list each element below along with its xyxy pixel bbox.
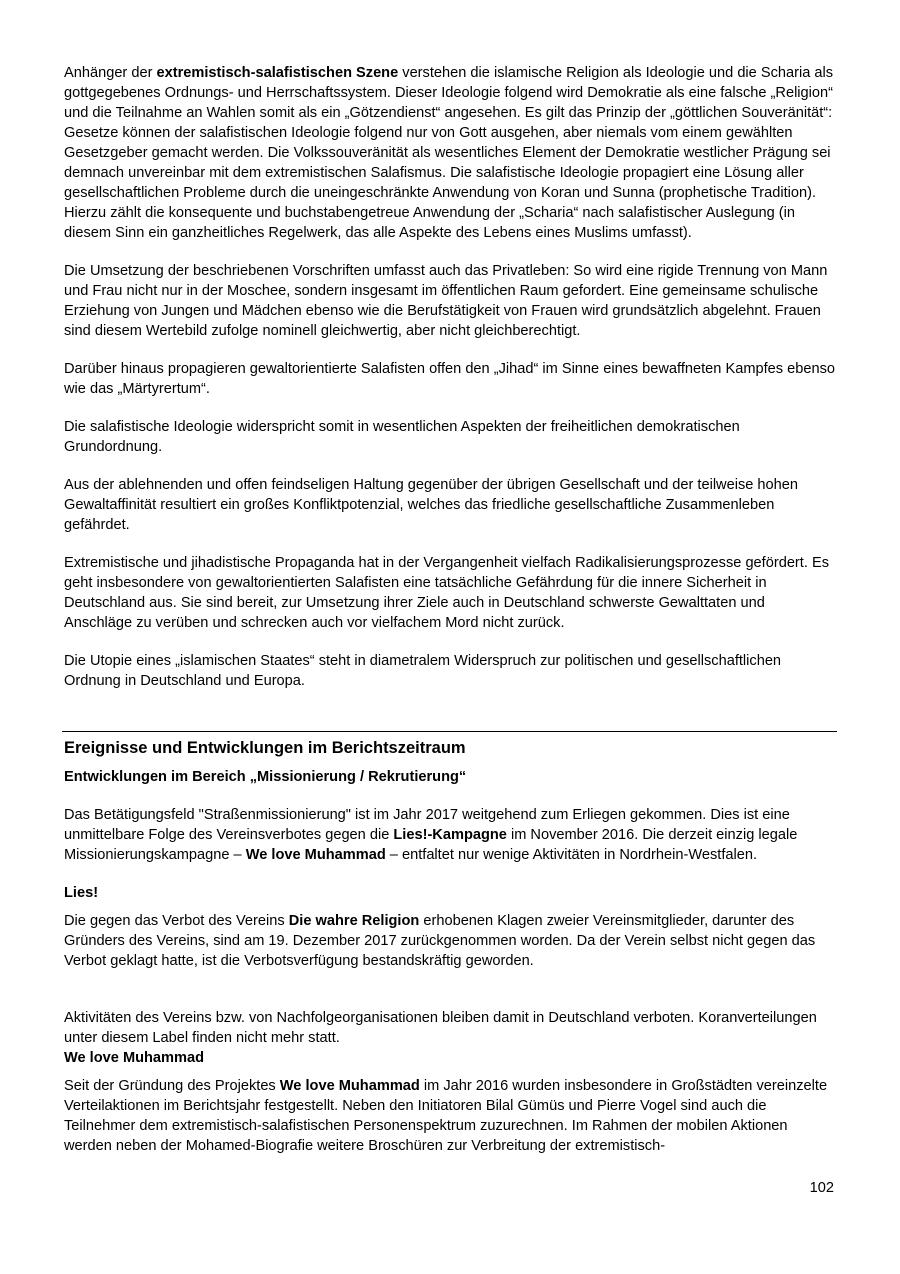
paragraph: Darüber hinaus propagieren gewaltorientierte Salafisten offen den „Jihad“ im Sinne eines bewaffneten Kampfes ebenso wie das „Märtyrertum“.	[64, 361, 835, 397]
section-divider	[62, 731, 837, 732]
emphasis-text: We love Muhammad	[279, 1078, 420, 1094]
subsection-heading-wlm: We love Muhammad	[64, 1050, 205, 1066]
subsection-heading-lies: Lies!	[64, 885, 99, 901]
paragraph: Die gegen das Verbot des Vereins Die wahre Religion erhobenen Klagen zweier Vereinsmitglieder, darunter des Gründers des Vereins, sind am 19. Dezember 2017 zurückgenommen worden. Da der Verein selbst nicht gegen das Verbot geklagt hatte, ist die Verbotsverfügung bestandskräftig geworden.	[64, 913, 816, 969]
emphasis-text: Die wahre Religion	[288, 913, 420, 929]
paragraph: Extremistische und jihadistische Propaganda hat in der Vergangenheit vielfach Radikalisierungsprozesse gefördert. Es geht insbesondere von gewaltorientierten Salafisten eine tatsächliche Gefährdung für die innere Sicherheit in Deutschland aus. Sie sind bereit, zur Umsetzung ihrer Ziele auch in Deutschland schwerste Gewalttaten und Anschläge zu verüben und schrecken auch vor vielfachem Mord nicht zurück.	[64, 555, 829, 631]
subsection-heading: Entwicklungen im Bereich „Missionierung / Rekrutierung“	[64, 769, 467, 785]
paragraph: Die salafistische Ideologie widerspricht somit in wesentlichen Aspekten der freiheitlichen demokratischen Grundordnung.	[64, 419, 740, 455]
intro-text	[64, 63, 836, 691]
paragraph: Anhänger der extremistisch-salafistischen Szene verstehen die islamische Religion als Ideologie und die Scharia als gottgegebenes Ordnungs- und Herrschaftssystem. Dieser Ideologie folgend wird Demokratie als eine falsche „Religion“ und die Teilnahme an Wahlen somit als ein „Götzendienst“ angesehen. Es gilt das Prinzip der „göttlichen Souveränität“: Gesetze können der salafistischen Ideologie folgend nur von Gott ausgehen, aber niemals vom einem gewählten Gesetzgeber gemacht werden. Die Volkssouveränität als wesentliches Element der Demokratie westlicher Prägung sei demnach unvereinbar mit dem extremistischen Salafismus. Die salafistische Ideologie propagiert eine Lösung aller gesellschaftlichen Probleme durch die uneingeschränkte Anwendung von Koran und Sunna (prophetische Tradition). Hierzu zählt die konsequente und buchstabengetreue Anwendung der „Scharia“ nach salafistischer Auslegung (in diesem Sinn ein ganzheitliches Regelwerk, das alle Aspekte des Lebens eines Muslims umfasst).	[64, 65, 834, 241]
paragraph: Seit der Gründung des Projektes We love Muhammad im Jahr 2016 wurden insbesondere in Großstädten vereinzelte Verteilaktionen im Berichtsjahr festgestellt. Neben den Initiatoren Bilal Gümüs und Pierre Vogel sind auch die Teilnehmer dem extremistisch-salafistischen Personenspektrum zuzurechnen. Im Rahmen der mobilen Aktionen werden neben der Mohamed-Biografie weitere Broschüren zur Verbreitung der extremistisch-	[64, 1078, 828, 1154]
emphasis-text: Lies!-Kampagne	[393, 827, 507, 843]
page-number: 102	[809, 1180, 834, 1196]
paragraph: Aktivitäten des Vereins bzw. von Nachfolgeorganisationen bleiben damit in Deutschland verboten. Koranverteilungen unter diesem Label finden nicht mehr statt.	[64, 1010, 817, 1046]
emphasis-text: We love Muhammad	[245, 847, 386, 863]
paragraph: Aus der ablehnenden und offen feindseligen Haltung gegenüber der übrigen Gesellschaft und der teilweise hohen Gewaltaffinität resultiert ein großes Konfliktpotenzial, welches das friedliche gesellschaftliche Zusammenleben gefährdet.	[64, 477, 799, 533]
section-heading: Ereignisse und Entwicklungen im Berichtszeitraum	[64, 739, 466, 757]
paragraph: Die Utopie eines „islamischen Staates“ steht in diametralem Widerspruch zur politischen und gesellschaftlichen Ordnung in Deutschland und Europa.	[64, 653, 782, 689]
paragraph: Das Betätigungsfeld "Straßenmissionierung" ist im Jahr 2017 weitgehend zum Erliegen gekommen. Dies ist eine unmittelbare Folge des Vereinsverbotes gegen die Lies!-Kampagne im November 2016. Die derzeit einzig legale Missionierungskampagne – We love Muhammad – entfaltet nur wenige Aktivitäten in Nordrhein-Westfalen.	[64, 807, 798, 863]
emphasis-text: extremistisch-salafistischen Szene	[156, 65, 399, 81]
paragraph: Die Umsetzung der beschriebenen Vorschriften umfasst auch das Privatleben: So wird eine rigide Trennung von Mann und Frau nicht nur in der Moschee, sondern insgesamt im öffentlichen Raum gefordert. Eine gemeinsame schulische Erziehung von Jungen und Mädchen ebenso wie die Berufstätigkeit von Frauen wird grundsätzlich abgelehnt. Frauen sind diesem Wertebild zufolge nominell gleichwertig, aber nicht gleichberechtigt.	[64, 263, 828, 339]
